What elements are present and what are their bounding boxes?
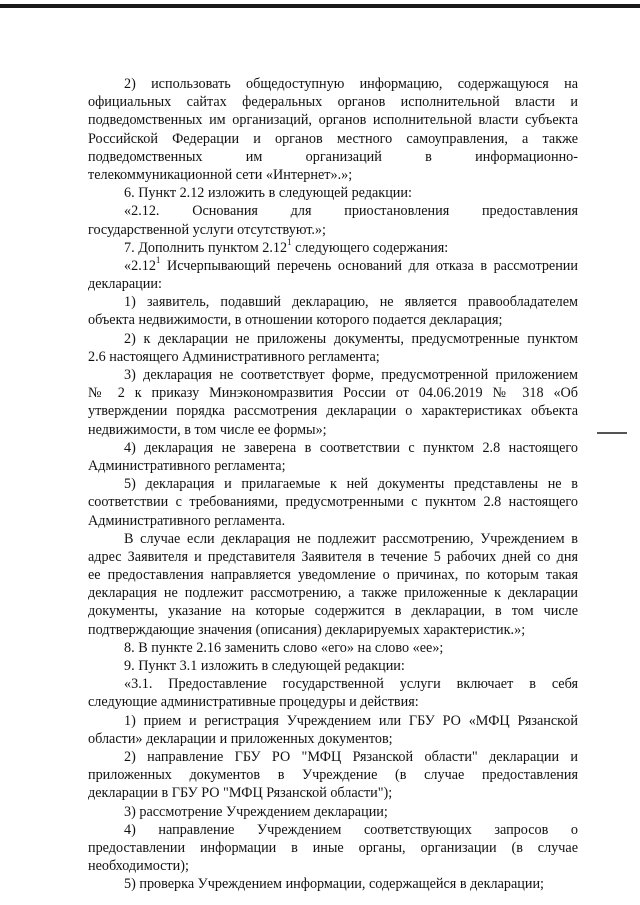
text-line-main: официальных сайтах федеральных органов исполнительной власти и (88, 94, 578, 111)
text-line (88, 148, 578, 166)
text-line (88, 493, 578, 511)
text-line-main: В случае если декларация не подлежит рассмотрению, Учреждением в (124, 530, 578, 547)
text-line-main: подведомственных им организаций в информационно- (88, 148, 578, 165)
text-line (88, 512, 578, 530)
text-line-main: 9. Пункт 3.1 изложить в следующей редакции: (124, 658, 405, 674)
text-line-main: объекта недвижимости, в отношении которого подается декларация; (88, 312, 503, 329)
text-line-tail: следующего содержания: (291, 239, 449, 256)
text-line-main: 2) направление ГБУ РО "МФЦ Рязанской области" декларации и (124, 748, 578, 765)
text-line-main: необходимости); (88, 858, 189, 875)
text-line (88, 111, 578, 129)
text-line-main: 1) заявитель, подавший декларацию, не является правообладателем (124, 294, 578, 311)
text-line (88, 75, 578, 93)
text-line-main: соответствии с требованиями, предусмотренными с пукнтом 2.8 настоящего (88, 494, 578, 511)
text-line-main: 5) декларация и прилагаемые к ней документы представлены не в (124, 476, 578, 493)
text-line-main: 4) направление Учреждением соответствующих запросов о (124, 821, 578, 838)
text-line-main: Административного регламента. (88, 512, 286, 529)
text-line-main: 4) декларация не заверена в соответствии с пунктом 2.8 настоящего (124, 439, 578, 456)
text-line (88, 584, 578, 602)
text-line (88, 566, 578, 584)
text-line-main: 7. Дополнить пунктом 2.12 (124, 239, 288, 256)
text-line-main: подтверждающие значения (описания) декларируемых характеристик.»; (88, 621, 526, 638)
text-line-main: 2) к декларации не приложены документы, предусмотренные пунктом (124, 330, 578, 347)
text-line-main: документы, указание на которые содержится в декларации, в том числе (88, 603, 578, 620)
text-line (88, 693, 578, 711)
text-line (88, 293, 578, 311)
text-line-main: 2.6 настоящего Административного регламента; (88, 348, 380, 365)
top-border-rule (0, 4, 640, 8)
text-line-main: 3) декларация не соответствует форме, предусмотренной приложением (124, 367, 578, 383)
text-line-main: 5) проверка Учреждением информации, содержащейся в декларации; (124, 876, 544, 893)
text-line (88, 275, 578, 293)
text-line (88, 621, 578, 639)
text-line-main: подведомственных им организаций, органов исполнительной власти субъекта (88, 112, 578, 129)
text-line (88, 311, 578, 329)
text-line-main: недвижимости, в том числе ее формы»; (88, 421, 327, 438)
text-line-main: декларации в ГБУ РО "МФЦ Рязанской области"); (88, 785, 393, 802)
text-line (88, 712, 578, 730)
text-line (88, 821, 578, 839)
text-line-main: телекоммуникационной сети «Интернет».»; (88, 166, 353, 183)
text-line (88, 748, 578, 766)
text-line (88, 475, 578, 493)
text-line (88, 202, 578, 220)
margin-mark (597, 432, 627, 434)
text-line-main: предоставлении информации в иные органы, организации (в случае (88, 839, 578, 856)
text-line (88, 366, 578, 384)
text-line-main: утверждении порядка рассмотрения декларации о характеристиках объекта (88, 403, 578, 420)
text-line (88, 784, 578, 802)
text-line-main: следующие административные процедуры и действия: (88, 694, 419, 711)
text-line (88, 166, 578, 184)
text-line-main: Российской Федерации и органов местного самоуправления, а также (88, 130, 578, 147)
text-line (88, 730, 578, 748)
text-line-main: 2) использовать общедоступную информацию, содержащуюся на (124, 76, 578, 92)
text-line-main: 1) прием и регистрация Учреждением или ГБУ РО «МФЦ Рязанской (124, 712, 578, 729)
text-line-main: 8. В пункте 2.16 заменить слово «его» на слово «ее»; (124, 639, 444, 656)
text-line (88, 384, 578, 402)
document-body (88, 75, 578, 893)
text-line (88, 857, 578, 875)
text-line (88, 803, 578, 821)
text-line (88, 330, 578, 348)
text-line (88, 93, 578, 111)
text-line-main: приложенных документов в Учреждение (в случае предоставления (88, 767, 578, 784)
text-line (88, 421, 578, 439)
text-line (88, 639, 578, 657)
text-line-main: ее предоставления направляется уведомление о причинах, по которым такая (88, 567, 578, 584)
text-line (88, 530, 578, 548)
text-line-main: № 2 к приказу Минэкономразвития России от 04.06.2019 № 318 «Об (88, 385, 578, 402)
text-line (88, 675, 578, 693)
superscript: 1 (287, 236, 292, 247)
text-line (88, 130, 578, 148)
text-line (88, 348, 578, 366)
text-line (88, 548, 578, 566)
text-line-tail: Исчерпывающий перечень оснований для отказа в рассмотрении (160, 257, 578, 274)
text-line (88, 457, 578, 475)
text-line (88, 602, 578, 620)
text-line (88, 236, 578, 257)
superscript: 1 (155, 255, 161, 266)
text-line (88, 402, 578, 420)
text-line-main: 6. Пункт 2.12 изложить в следующей редакции: (124, 185, 412, 202)
text-line (88, 839, 578, 857)
text-line (88, 766, 578, 784)
text-line-main: государственной услуги отсутствуют.»; (88, 221, 326, 238)
text-line-main: «3.1. Предоставление государственной услуги включает в себя (124, 676, 578, 693)
text-line (88, 875, 578, 893)
text-line (88, 184, 578, 202)
text-line (88, 439, 578, 457)
text-line-main: декларация не подлежит рассмотрению, а также приложенные к декларации (88, 585, 578, 602)
text-line-main: «2.12 (124, 257, 156, 274)
text-line-main: 3) рассмотрение Учреждением декларации; (124, 803, 388, 820)
text-line (88, 657, 578, 675)
text-line-main: «2.12. Основания для приостановления предоставления (124, 203, 578, 220)
text-line-main: адрес Заявителя и представителя Заявителя в течение 5 рабочих дней со дня (88, 548, 578, 565)
text-line (88, 257, 578, 275)
text-line (88, 221, 578, 239)
text-line-main: Административного регламента; (88, 457, 286, 474)
text-line-main: области» декларации и приложенных документов; (88, 730, 393, 747)
text-line-main: декларации: (88, 276, 162, 293)
